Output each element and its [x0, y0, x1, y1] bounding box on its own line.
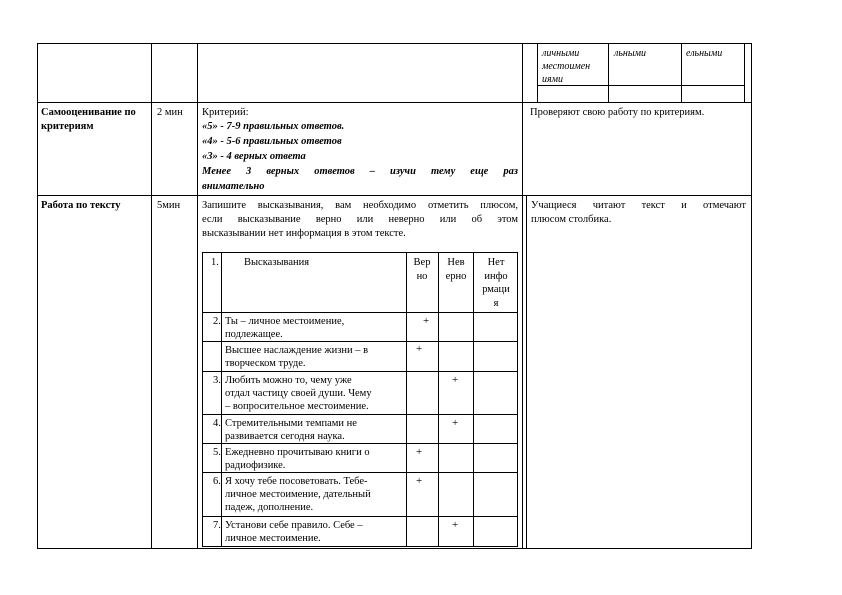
statement-line: Высшее наслаждение жизни – в [225, 345, 369, 356]
top-inner-cell-2: льными [614, 48, 647, 59]
header-noinfo-line: я [493, 297, 499, 309]
top-inner-cell-3: ельными [686, 48, 723, 59]
col-divider-3 [522, 43, 523, 549]
row-num: 2. [213, 316, 221, 327]
top-inner-divider-1 [608, 43, 609, 102]
student-line-2: плюсом столбика. [531, 214, 612, 225]
col-divider-1 [151, 43, 152, 549]
student-line-1: Учащиеся читают текст и отмечают [531, 200, 746, 211]
inner-statement-divider [406, 252, 407, 547]
plus-mark: + [452, 417, 459, 429]
inner-border-top [202, 252, 518, 253]
header-noinfo-line: Нет [487, 257, 505, 268]
plus-mark: + [452, 519, 459, 531]
statement-line: личное местоимение. [225, 533, 321, 544]
criteria-line-less: Менее 3 верных ответов – изучи тему еще раз [202, 166, 518, 177]
plus-mark: + [416, 343, 423, 355]
outer-border-bottom [37, 548, 752, 549]
task-line-2: если высказывание верно или неверно или об этом [202, 214, 518, 225]
top-inner-divider-2 [681, 43, 682, 102]
row-num: 6. [213, 476, 221, 487]
inner-header-bottom [202, 312, 518, 313]
outer-border-right [751, 43, 752, 549]
statement-line: – вопросительное местоимение. [225, 401, 369, 412]
header-noinfo-line: рмаци [482, 284, 510, 295]
top-inner-border-left [537, 43, 538, 102]
statement-line: Любить можно то, чему уже [225, 375, 352, 386]
row-divider-2 [37, 195, 752, 196]
statement-line: подлежащее. [225, 329, 283, 340]
statement-line: Ты – личное местоимение, [225, 316, 345, 327]
statement-line: радиофизике. [225, 460, 286, 471]
header-noinfo [476, 256, 516, 310]
row-num: 3. [213, 375, 221, 386]
col-divider-3b [526, 195, 527, 549]
inner-row-line [202, 414, 518, 415]
statement-line: Ежедневно прочитываю книги о [225, 447, 370, 458]
statement-line: Установи себе правило. Себе – [225, 520, 363, 531]
row-num: 7. [213, 520, 221, 531]
plus-mark: + [452, 374, 459, 386]
col-divider-2 [197, 43, 198, 549]
inner-border-left [202, 252, 203, 547]
plus-mark: + [416, 475, 423, 487]
stage-label: Работа по тексту [41, 200, 121, 211]
plus-mark: + [416, 446, 423, 458]
header-true-line: но [416, 270, 428, 282]
header-false [442, 256, 470, 283]
row-divider-1 [37, 102, 752, 103]
statement-line: Стремительными темпами не [225, 418, 357, 429]
row-num: 5. [213, 447, 221, 458]
inner-true-divider [438, 252, 439, 547]
outer-border-top [37, 43, 752, 44]
task-line-3: высказывании нет информация в этом тексте. [202, 228, 406, 239]
inner-num-divider [221, 252, 222, 547]
statement-line: Я хочу тебе посоветовать. Тебе- [225, 476, 368, 487]
inner-row-line [202, 516, 518, 517]
top-inner-cell-1: личными местоимен иями [542, 48, 591, 85]
task-line-1: Запишите высказывания, вам необходимо отметить плюсом, [202, 200, 518, 211]
stage-label: Самооценивание по критериям [41, 107, 136, 132]
criteria-line-3: «3» - 4 верных ответа [202, 151, 306, 162]
inner-false-divider [473, 252, 474, 547]
time-label: 5мин [157, 200, 181, 211]
header-false-line: ерно [445, 270, 467, 282]
criteria-line-5: «5» - 7-9 правильных ответов. [202, 121, 345, 132]
time-label: 2 мин [157, 107, 183, 118]
header-num: 1. [211, 257, 219, 268]
criteria-line-attentive: внимательно [202, 181, 265, 192]
inner-border-right [517, 252, 518, 547]
statement-line: отдал частицу своей души. Чему [225, 388, 372, 399]
criteria-line-4: «4» - 5-6 правильных ответов [202, 136, 342, 147]
outer-border-left [37, 43, 38, 549]
criteria-title: Критерий: [202, 107, 249, 118]
plus-mark: + [423, 315, 430, 327]
inner-row-line [202, 371, 518, 372]
header-true-line: Вер [413, 257, 431, 268]
student-activity: Проверяют свою работу по критериям. [530, 107, 705, 118]
header-false-line: Нев [447, 257, 465, 268]
statement-line: личное местоимение, дательный [225, 489, 371, 500]
inner-border-bottom [202, 546, 518, 547]
header-true [411, 256, 433, 283]
header-noinfo-line: инфо [484, 270, 508, 282]
top-inner-border-right [744, 43, 745, 102]
header-statement: Высказывания [244, 257, 310, 268]
statement-line: развивается сегодня наука. [225, 431, 345, 442]
row-num: 4. [213, 418, 221, 429]
statement-line: творческом труде. [225, 358, 306, 369]
statement-line: падеж, дополнение. [225, 502, 314, 513]
